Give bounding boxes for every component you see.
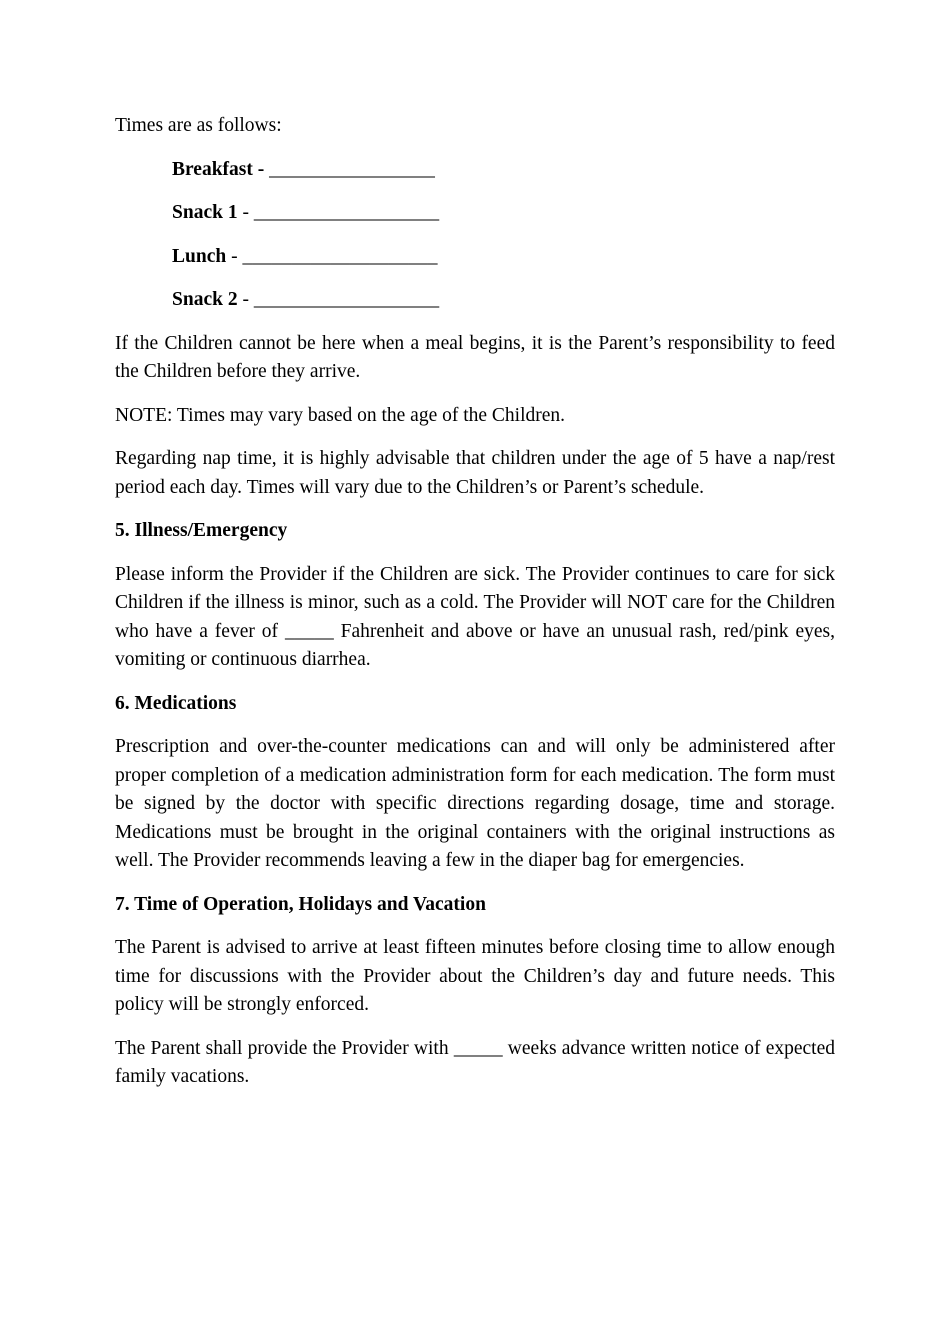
meal-blank: ___________________ — [253, 202, 440, 223]
medications-paragraph: Prescription and over-the-counter medications can and will only be administered after proper completion of a medication administration form for each medication. The form must be signed by the doctor with specific directions regarding dosage, time and storage. Medications must be brought in the original containers with the original instructions as well. The Provider recommends leaving a few in the diaper bag for emergencies. — [115, 736, 835, 871]
meal-separator: - — [237, 202, 254, 223]
meal-label: Snack 1 — [172, 202, 238, 223]
meal-blank: ___________________ — [253, 289, 440, 310]
times-intro: Times are as follows: — [115, 115, 282, 136]
meal-row-breakfast — [172, 156, 835, 185]
section-heading-operation: 7. Time of Operation, Holidays and Vacation — [115, 893, 486, 915]
meal-separator: - — [237, 289, 254, 310]
meal-responsibility-paragraph: If the Children cannot be here when a meal begins, it is the Parent’s responsibility to feed the Children before they arrive. — [115, 332, 835, 382]
section-heading-illness: 5. Illness/Emergency — [115, 520, 288, 541]
meal-separator: - — [226, 245, 243, 267]
illness-paragraph: Please inform the Provider if the Children are sick. The Provider continues to care for sick Children if the illness is minor, such as a cold. The Provider will NOT care for the Children who have a fever of _____ Fahrenheit and above or have an unusual rash, red/pink eyes, vomiting or continuous diarrhea. — [115, 563, 835, 670]
meal-blank: _________________ — [269, 158, 435, 180]
meal-label: Snack 2 — [172, 289, 238, 310]
section-heading-medications: 6. Medications — [115, 692, 237, 714]
vacation-notice-paragraph: The Parent shall provide the Provider with _____ weeks advance written notice of expected family vacations. — [115, 1037, 835, 1087]
meal-label: Breakfast - — [172, 158, 265, 180]
note-paragraph: NOTE: Times may vary based on the age of the Children. — [115, 404, 566, 426]
meal-blank: ____________________ — [242, 245, 438, 267]
arrival-policy-paragraph: The Parent is advised to arrive at least fifteen minutes before closing time to allow enough time for discussions with the Provider about the Children’s day and future needs. This policy will be strongly enforced. — [115, 937, 835, 1015]
meal-label: Lunch — [172, 245, 227, 267]
meal-times-list — [172, 156, 835, 315]
meal-row-lunch — [172, 243, 835, 272]
meal-row-snack-1 — [172, 199, 835, 228]
meal-row-snack-2 — [172, 286, 835, 315]
nap-time-paragraph: Regarding nap time, it is highly advisable that children under the age of 5 have a nap/rest period each day. Times will vary due to the Children’s or Parent’s schedule. — [115, 448, 835, 498]
document-body — [115, 112, 835, 1107]
